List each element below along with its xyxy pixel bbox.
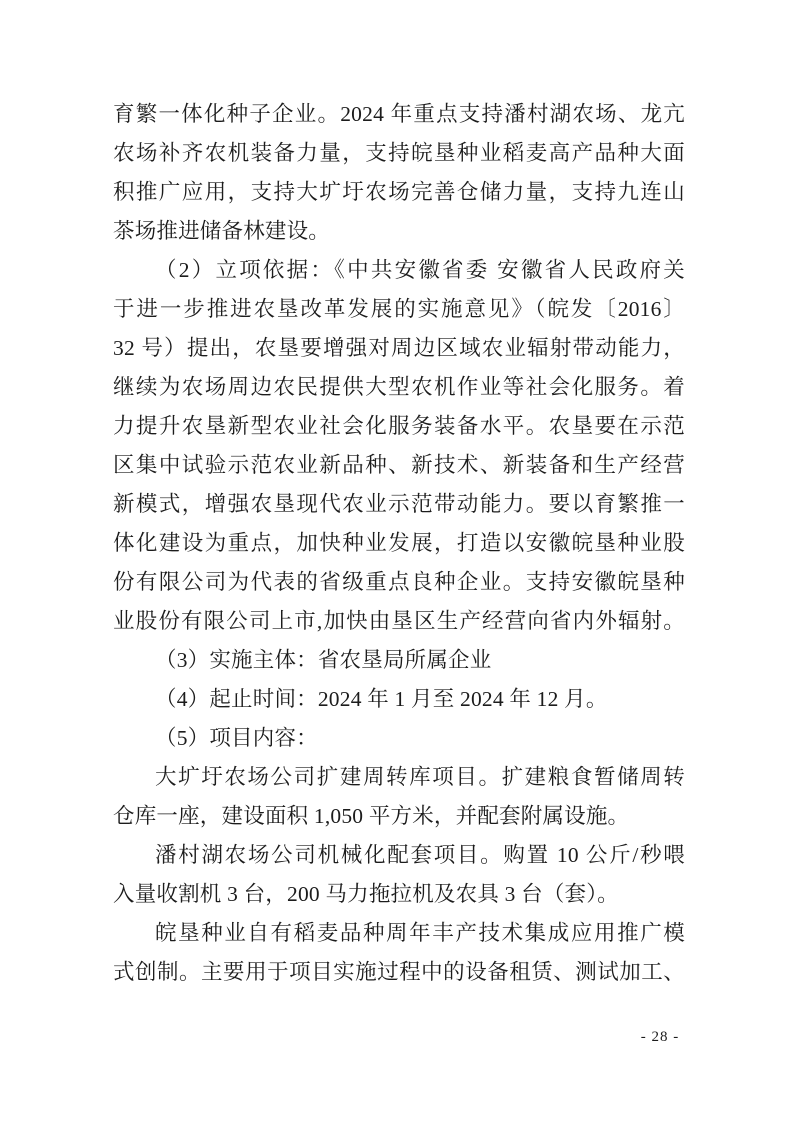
text-line: 育繁一体化种子企业。2024 年重点支持潘村湖农场、龙亢: [113, 102, 685, 126]
text-line: 大圹圩农场公司扩建周转库项目。扩建粮食暂储周转: [155, 765, 685, 789]
text-line: 潘村湖农场公司机械化配套项目。购置 10 公斤/秒喂: [155, 843, 685, 867]
text-line: 32 号）提出，农垦要增强对周边区域农业辐射带动能力，: [113, 336, 685, 360]
text-line: 力提升农垦新型农业社会化服务装备水平。农垦要在示范: [113, 414, 685, 438]
text-line: 茶场推进储备林建设。: [113, 219, 331, 243]
text-line: （4）起止时间：2024 年 1 月至 2024 年 12 月。: [155, 687, 608, 711]
text-line: 仓库一座，建设面积 1,050 平方米，并配套附属设施。: [113, 804, 630, 828]
text-line: （5）项目内容：: [155, 726, 318, 750]
text-line: 于进一步推进农垦改革发展的实施意见》（皖发〔2016〕: [113, 297, 685, 321]
text-line: 入量收割机 3 台，200 马力拖拉机及农具 3 台（套）。: [113, 882, 619, 906]
text-line: 皖垦种业自有稻麦品种周年丰产技术集成应用推广模: [155, 921, 685, 945]
text-line: 体化建设为重点，加快种业发展，打造以安徽皖垦种业股: [113, 531, 685, 555]
document-body: [113, 95, 685, 992]
text-line: 农场补齐农机装备力量，支持皖垦种业稻麦高产品种大面: [113, 141, 685, 165]
text-line: 式创制。主要用于项目实施过程中的设备租赁、测试加工、: [113, 960, 685, 984]
text-line: （3）实施主体：省农垦局所属企业: [155, 648, 492, 672]
text-line: 份有限公司为代表的省级重点良种企业。支持安徽皖垦种: [113, 570, 685, 594]
text-line: 新模式，增强农垦现代农业示范带动能力。要以育繁推一: [113, 492, 685, 516]
text-line: 继续为农场周边农民提供大型农机作业等社会化服务。着: [113, 375, 685, 399]
text-line: 业股份有限公司上市,加快由垦区生产经营向省内外辐射。: [113, 609, 685, 633]
text-line: 区集中试验示范农业新品种、新技术、新装备和生产经营: [113, 453, 685, 477]
page-number: - 28 -: [640, 1029, 680, 1045]
text-line: （2）立项依据：《中共安徽省委 安徽省人民政府关: [155, 258, 685, 282]
text-line: 积推广应用，支持大圹圩农场完善仓储力量，支持九连山: [113, 180, 685, 204]
